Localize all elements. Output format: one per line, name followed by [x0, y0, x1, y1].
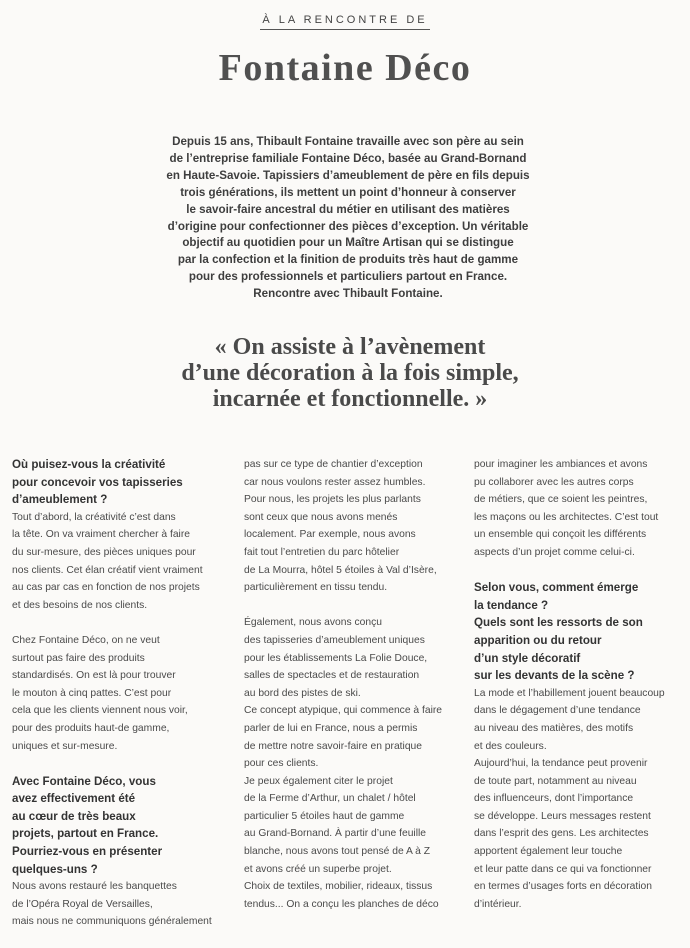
- answer-text-line: et des besoins de nos clients.: [12, 599, 148, 611]
- answer-text-line: blanche, nous avons tout pensé de A à Z: [244, 846, 431, 858]
- answer-text-line: salles de spectacles et de restauration: [244, 670, 420, 682]
- answer-text-line: Pour nous, les projets les plus parlants: [244, 494, 421, 506]
- answer-text-line: Nous avons restauré les banquettes: [12, 881, 177, 893]
- answer-text-line: surtout pas faire des produits: [12, 652, 145, 664]
- answer-text-line: la tête. On va vraiment chercher à faire: [12, 529, 190, 541]
- answer-text-line: de la Ferme d’Arthur, un chalet / hôtel: [244, 793, 416, 805]
- kicker-label: À LA RENCONTRE DE: [260, 14, 429, 30]
- answer-text-line: dans l’esprit des gens. Les architectes: [474, 828, 649, 840]
- answer-text-line: particulièrement en tissu tendu.: [244, 582, 388, 594]
- answer-text-line: et avons créé un superbe projet.: [244, 863, 392, 875]
- answer-text-line: et des couleurs.: [474, 740, 547, 752]
- answer-text-line: fait tout l’entretien du parc hôtelier: [244, 546, 400, 558]
- intro-line: le savoir-faire ancestral du métier en utilisant des matières: [186, 202, 510, 216]
- intro-line: d’origine pour confectionner des pièces d’exception. Un véritable: [167, 219, 529, 233]
- intro-line: Depuis 15 ans, Thibault Fontaine travaille avec son père au sein: [172, 135, 524, 148]
- intro-line: par la confection et la finition de produits très haut de gamme: [177, 253, 519, 267]
- intro-paragraph: [118, 134, 578, 303]
- answer-text-line: aspects d’un projet comme celui-ci.: [474, 546, 635, 558]
- paragraph-spacer: [244, 597, 466, 615]
- interview-question-line: Selon vous, comment émerge: [474, 581, 639, 595]
- answer-text-line: le mouton à cinq pattes. C’est pour: [12, 687, 172, 699]
- interview-question-line: d’ameublement ?: [12, 493, 108, 507]
- answer-text-line: particulier 5 étoiles haut de gamme: [244, 810, 405, 822]
- answer-text-line: au Grand-Bornand. À partir d’une feuille: [244, 828, 427, 840]
- answer-text-line: sont ceux que nous avons menés: [244, 511, 398, 523]
- answer-text-line: Tout d’abord, la créativité c’est dans: [12, 511, 176, 523]
- intro-line: en Haute-Savoie. Tapissiers d’ameublement de père en fils depuis: [166, 168, 530, 182]
- answer-text-line: au niveau des matières, des motifs: [474, 722, 634, 734]
- answer-text-line: pas sur ce type de chantier d’exception: [244, 459, 423, 470]
- section-kicker: [0, 14, 690, 30]
- answer-text-line: cela que les clients viennent nous voir,: [12, 705, 188, 717]
- intro-line: de l’entreprise familiale Fontaine Déco, basée au Grand-Bornand: [169, 151, 527, 165]
- answer-text-line: du sur-mesure, des pièces uniques pour: [12, 546, 196, 558]
- intro-line: trois générations, ils mettent un point d’honneur à conserver: [180, 185, 516, 199]
- interview-question-line: sur les devants de la scène ?: [474, 669, 635, 683]
- answer-text-line: Aujourd’hui, la tendance peut provenir: [474, 758, 648, 770]
- answer-text-line: pour imaginer les ambiances et avons: [474, 459, 648, 470]
- article-column-2: [244, 456, 466, 913]
- answer-text-line: Je peux également citer le projet: [244, 775, 393, 787]
- pull-quote-line: « On assiste à l’avènement: [214, 334, 486, 360]
- intro-line: pour des professionnels et particuliers partout en France.: [188, 270, 508, 284]
- answer-text-line: au cas par cas en fonction de nos projets: [12, 582, 200, 594]
- answer-text-line: car nous voulons rester assez humbles.: [244, 476, 426, 488]
- interview-question-line: quelques-uns ?: [12, 862, 98, 876]
- answer-text-line: Également, nous avons conçu: [244, 617, 382, 629]
- answer-text-line: en termes d’usages forts en décoration: [474, 881, 653, 893]
- article-title: Fontaine Déco: [218, 47, 472, 89]
- pull-quote-line: incarnée et fonctionnelle. »: [212, 386, 488, 412]
- answer-text-line: de toute part, notamment au niveau: [474, 775, 637, 787]
- answer-text-line: au bord des pistes de ski.: [244, 687, 361, 699]
- answer-text-line: Choix de textiles, mobilier, rideaux, tissus: [244, 881, 433, 893]
- interview-question-line: Quels sont les ressorts de son: [474, 616, 643, 630]
- interview-question-line: avez effectivement été: [12, 792, 136, 806]
- answer-text-line: et leur patte dans ce qui va fonctionner: [474, 863, 652, 875]
- answer-text-line: de l’Opéra Royal de Versailles,: [12, 898, 153, 910]
- answer-text-line: localement. Par exemple, nous avons: [244, 529, 416, 541]
- answer-text-line: standardisés. On est là pour trouver: [12, 670, 176, 682]
- answer-text-line: tendus... On a conçu les planches de déco: [244, 898, 439, 910]
- answer-text-line: de métiers, que ce soient les peintres,: [474, 494, 648, 506]
- answer-text-line: se développe. Leurs messages restent: [474, 810, 651, 822]
- answer-text-line: apportent également leur touche: [474, 846, 623, 858]
- intro-line: Rencontre avec Thibault Fontaine.: [253, 287, 443, 301]
- pull-quote: [60, 334, 640, 412]
- interview-question-line: apparition ou du retour: [474, 633, 602, 647]
- answer-text-line: un ensemble qui conçoit les différents: [474, 529, 647, 541]
- answer-text-line: parler de lui en France, nous a permis: [244, 722, 418, 734]
- interview-question-line: la tendance ?: [474, 598, 549, 612]
- answer-text-line: Ce concept atypique, qui commence à faire: [244, 705, 443, 717]
- paragraph-spacer: [474, 562, 686, 580]
- answer-text-line: pour ces clients.: [244, 758, 319, 770]
- interview-question-line: projets, partout en France.: [12, 827, 159, 841]
- answer-text-line: d’intérieur.: [474, 898, 522, 910]
- answer-text-line: uniques et sur-mesure.: [12, 740, 118, 752]
- answer-text-line: de La Mourra, hôtel 5 étoiles à Val d’Isère,: [244, 564, 437, 576]
- answer-text-line: La mode et l’habillement jouent beaucoup: [474, 687, 665, 699]
- answer-text-line: pu collaborer avec les autres corps: [474, 476, 634, 488]
- article-column-1: [12, 456, 234, 931]
- pull-quote-line: d’une décoration à la fois simple,: [181, 360, 519, 386]
- answer-text-line: des influenceurs, dont l’importance: [474, 793, 634, 805]
- interview-question-line: pour concevoir vos tapisseries: [12, 475, 183, 489]
- article-column-3: [474, 456, 686, 913]
- interview-question-line: Où puisez-vous la créativité: [12, 458, 166, 471]
- interview-question-line: au cœur de très beaux: [12, 809, 136, 823]
- answer-text-line: pour des produits haut-de gamme,: [12, 722, 170, 734]
- interview-question-line: Pourriez-vous en présenter: [12, 845, 163, 859]
- answer-text-line: les maçons ou les architectes. C’est tout: [474, 511, 659, 523]
- interview-question-line: d’un style décoratif: [474, 651, 581, 665]
- paragraph-spacer: [12, 755, 234, 773]
- intro-line: objectif au quotidien pour un Maître Artisan qui se distingue: [182, 236, 514, 250]
- interview-question-line: Avec Fontaine Déco, vous: [12, 774, 156, 788]
- answer-text-line: pour les établissements La Folie Douce,: [244, 652, 428, 664]
- answer-text-line: de mettre notre savoir-faire en pratique: [244, 740, 422, 752]
- answer-text-line: Chez Fontaine Déco, on ne veut: [12, 634, 160, 646]
- answer-text-line: des tapisseries d’ameublement uniques: [244, 634, 425, 646]
- answer-text-line: mais nous ne communiquons généralement: [12, 916, 212, 928]
- answer-text-line: nos clients. Cet élan créatif vient vraiment: [12, 564, 203, 576]
- answer-text-line: dans le dégagement d’une tendance: [474, 705, 641, 717]
- paragraph-spacer: [12, 614, 234, 632]
